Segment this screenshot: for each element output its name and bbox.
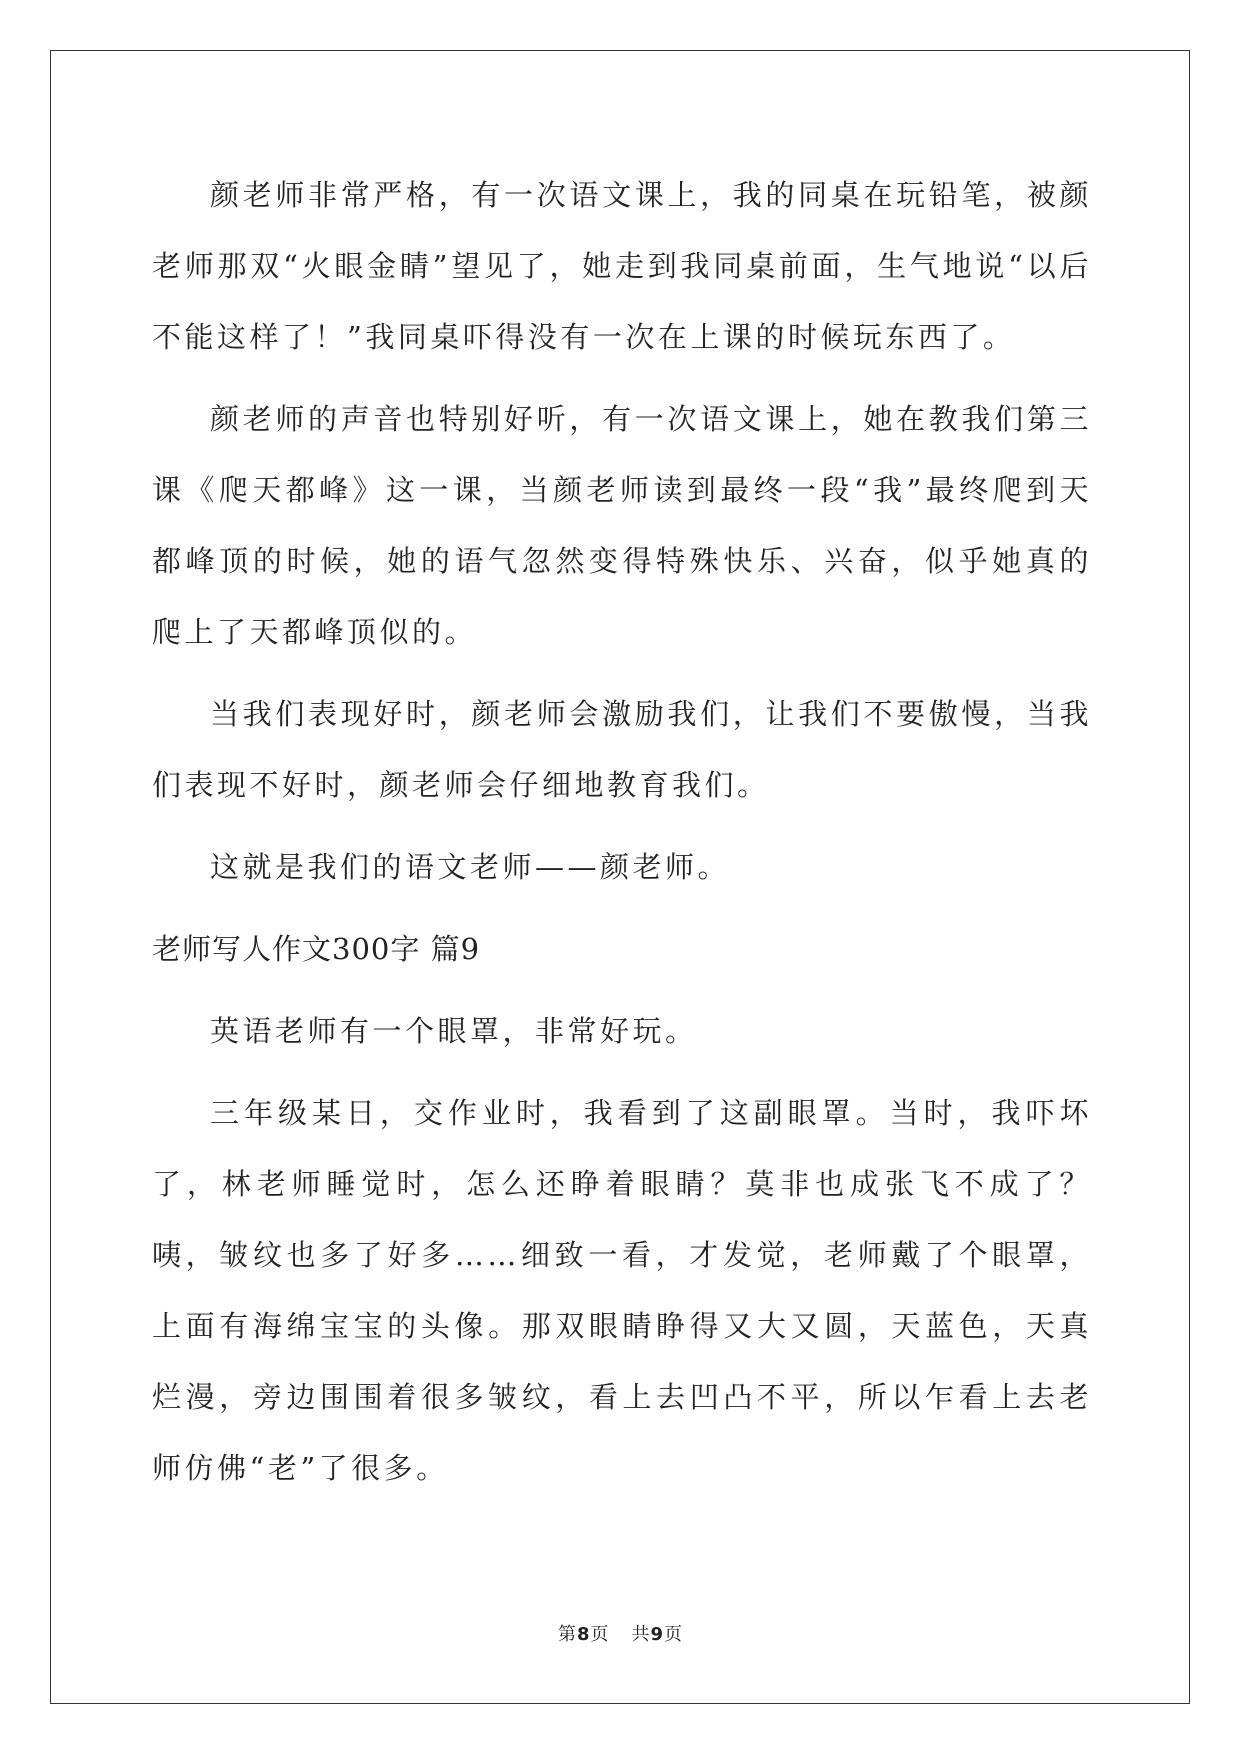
paragraph: 英语老师有一个眼罩，非常好玩。 <box>210 1014 698 1048</box>
footer-total-prefix: 共 <box>631 1624 651 1645</box>
paragraph: 颜老师的声音也特别好听，有一次语文课上，她在教我们第三课《爬天都峰》这一课，当颜老师读到最终一段“我”最终爬到天都峰顶的时候，她的语气忽然变得特殊快乐、兴奋，似乎她真的爬上了天都峰顶似的。 <box>152 402 1092 649</box>
paragraph: 当我们表现好时，颜老师会激励我们，让我们不要傲慢，当我们表现不好时，颜老师会仔细地教育我们。 <box>152 697 1092 802</box>
page-footer <box>0 1620 1241 1646</box>
paragraph: 三年级某日，交作业时，我看到了这副眼罩。当时，我吓坏了，林老师睡觉时，怎么还睁着眼睛？莫非也成张飞不成了？咦，皱纹也多了好多……细致一看，才发觉，老师戴了个眼罩，上面有海绵宝宝的头像。那双眼睛睁得又大又圆，天蓝色，天真烂漫，旁边围围着很多皱纹，看上去凹凸不平，所以乍看上去老师仿佛“老”了很多。 <box>152 1096 1092 1485</box>
paragraph: 颜老师非常严格，有一次语文课上，我的同桌在玩铅笔，被颜老师那双“火眼金睛”望见了，她走到我同桌前面，生气地说“以后不能这样了！”我同桌吓得没有一次在上课的时候玩东西了。 <box>152 178 1092 354</box>
footer-page-suffix: 页 <box>590 1624 610 1645</box>
current-page-number: 8 <box>576 1624 591 1645</box>
footer-total-suffix: 页 <box>664 1624 684 1645</box>
footer-prefix: 第 <box>557 1624 577 1645</box>
document-body <box>152 160 1092 1515</box>
paragraph: 这就是我们的语文老师——颜老师。 <box>210 850 731 884</box>
total-pages-number: 9 <box>650 1624 665 1645</box>
section-heading: 老师写人作文300字 篇9 <box>152 932 481 966</box>
